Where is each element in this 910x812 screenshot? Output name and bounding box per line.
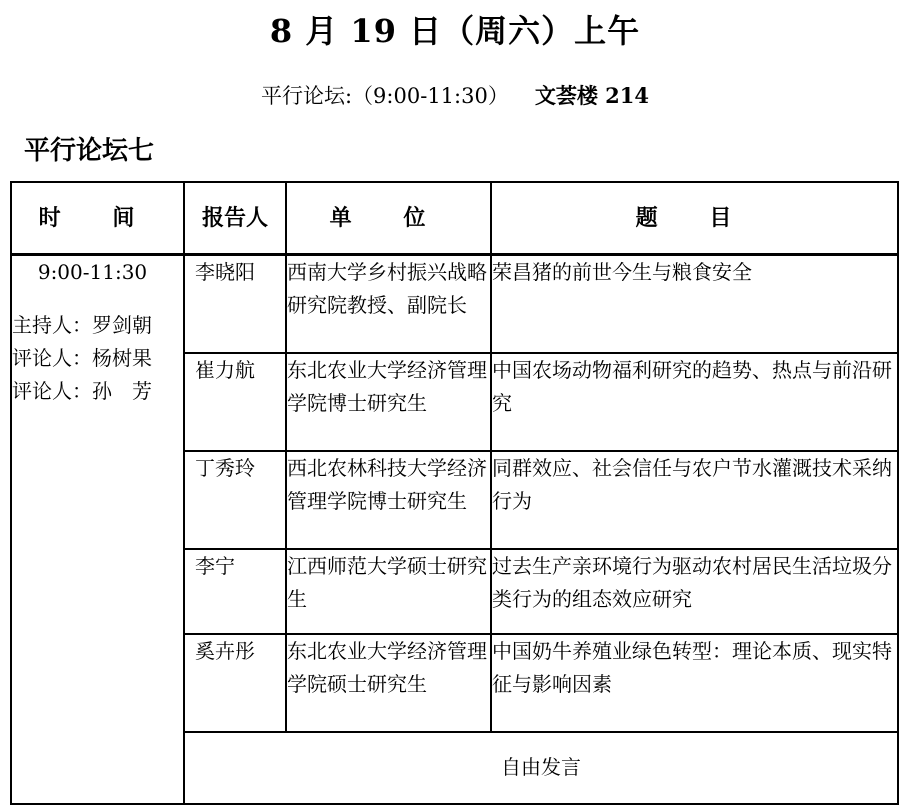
session-info-cell xyxy=(11,255,184,804)
speaker-unit: 西南大学乡村振兴战略研究院教授、副院长 xyxy=(286,255,491,353)
session-host: 主持人：罗剑朝 xyxy=(12,313,152,337)
talk-topic: 荣昌猪的前世今生与粮食安全 xyxy=(491,255,898,353)
speaker-unit: 江西师范大学硕士研究生 xyxy=(286,549,491,634)
header-time: 时 间 xyxy=(11,182,184,255)
speaker-unit: 西北农林科技大学经济管理学院博士研究生 xyxy=(286,451,491,549)
section-title: 平行论坛七 xyxy=(24,136,155,166)
page-title: 8 月 19 日（周六）上午 xyxy=(269,12,641,50)
speaker-name: 李宁 xyxy=(184,549,286,634)
forum-venue: 文荟楼 214 xyxy=(534,83,649,108)
session-commentator-1: 评论人：杨树果 xyxy=(12,346,152,370)
speaker-name: 丁秀玲 xyxy=(184,451,286,549)
session-time: 9:00-11:30 xyxy=(37,260,148,284)
header-unit: 单 位 xyxy=(286,182,491,255)
session-commentator-2: 评论人：孙 芳 xyxy=(12,379,152,403)
header-speaker: 报告人 xyxy=(184,182,286,255)
table-header-row xyxy=(11,182,898,255)
speaker-unit: 东北农业大学经济管理学院博士研究生 xyxy=(286,353,491,451)
talk-topic: 中国奶牛养殖业绿色转型：理论本质、现实特征与影响因素 xyxy=(491,634,898,732)
talk-topic: 同群效应、社会信任与农户节水灌溉技术采纳行为 xyxy=(491,451,898,549)
speaker-name: 李晓阳 xyxy=(184,255,286,353)
speaker-name: 奚卉彤 xyxy=(184,634,286,732)
schedule-table xyxy=(10,181,899,805)
free-discussion: 自由发言 xyxy=(184,732,898,804)
talk-topic: 过去生产亲环境行为驱动农村居民生活垃圾分类行为的组态效应研究 xyxy=(491,549,898,634)
header-topic: 题 目 xyxy=(491,182,898,255)
table-row xyxy=(11,255,898,353)
speaker-unit: 东北农业大学经济管理学院硕士研究生 xyxy=(286,634,491,732)
forum-info xyxy=(0,80,910,110)
speaker-name: 崔力航 xyxy=(184,353,286,451)
talk-topic: 中国农场动物福利研究的趋势、热点与前沿研究 xyxy=(491,353,898,451)
forum-time-label: 平行论坛:（9:00-11:30） xyxy=(260,84,509,108)
